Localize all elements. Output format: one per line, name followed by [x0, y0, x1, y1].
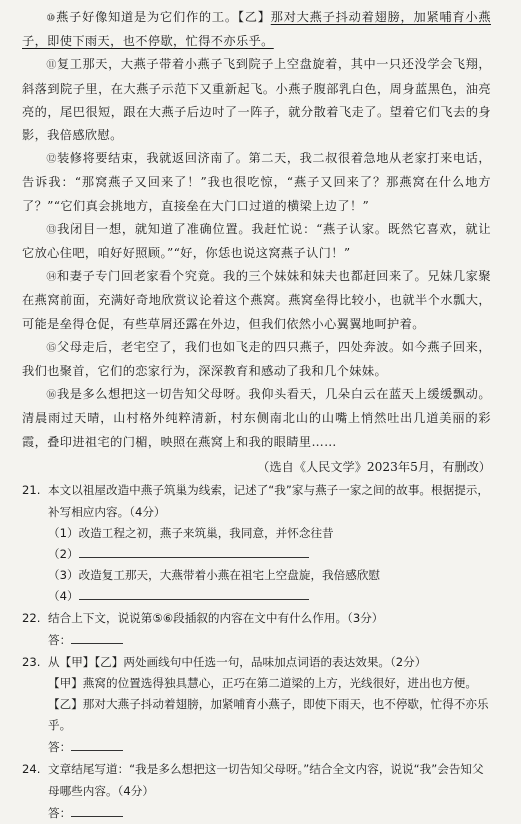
question-text: 结合上下文，说说第⑤⑥段插叙的内容在文中有什么作用。（3分）: [48, 610, 384, 625]
answer-blank[interactable]: [71, 803, 123, 817]
q21-item-2: [22, 544, 491, 565]
answer-blank[interactable]: [79, 544, 309, 558]
item-label: （2）: [48, 546, 79, 561]
q23-answer: [22, 736, 491, 758]
q23-option-yi: 【乙】那对大燕子抖动着翅膀，加紧哺育小燕子，即使下雨天，也不停歇，忙得不亦乐乎。: [48, 696, 489, 732]
mark-yi: 【乙】: [237, 10, 271, 24]
paragraph-15: [22, 336, 491, 383]
source-citation: （选自《人民文学》2023年5月，有删改）: [257, 459, 491, 474]
paragraph-number: ⑫: [46, 154, 57, 166]
paragraph-text: 装修将要结束，我就返回济南了。第二天，我二叔很着急地从老家打来电话，告诉我：“那窝燕子又回来了！”我也很吃惊，“燕子又回来了？那燕窝在什么地方了？”“它们真会挑地方，直接垒在大门口过道的横梁上边了！”: [22, 151, 491, 213]
answer-blank[interactable]: [79, 586, 309, 600]
question-22: [22, 607, 491, 629]
paragraph-text: 和妻子专门回老家看个究竟。我的三个妹妹和妹夫也都赶回来了。兄妹几家聚在燕窝前面，充满好奇地欣赏议论着这个燕窝。燕窝垒得比较小，也就半个水瓢大，可能是垒得仓促，有些草屑还露在外边，但我们依然小心翼翼地呵护着。: [22, 269, 491, 331]
answer-blank[interactable]: [71, 737, 123, 751]
question-number: 24.: [22, 761, 41, 776]
question-text: 本文以祖屋改造中燕子筑巢为线索，记述了“我”家与燕子一家之间的故事。根据提示，补写相应内容。（4分）: [48, 482, 489, 519]
paragraph-12: [22, 147, 491, 218]
paragraph-16: [22, 383, 491, 454]
question-number: 22.: [22, 610, 41, 625]
paragraph-10: [22, 6, 491, 53]
q21-item-4: [22, 586, 491, 607]
item-label: （4）: [48, 588, 79, 603]
question-21: [22, 479, 491, 523]
question-number: 21.: [22, 482, 41, 497]
paragraph-14: [22, 265, 491, 336]
question-text: 从【甲】【乙】两处画线句中任选一句，品味加点词语的表达效果。（2分）: [48, 654, 427, 669]
paragraph-11: [22, 53, 491, 147]
q24-answer: [22, 802, 491, 824]
question-text: 文章结尾写道：“我是多么想把这一切告知父母呀。”结合全文内容，说说“我”会告知父母哪些内容。（4分）: [48, 761, 484, 798]
paragraph-text: 复工那天，大燕子带着小燕子飞到院子上空盘旋着，其中一只还没学会飞翔，斜落到院子里，在大燕子示范下又重新起飞。小燕子腹部乳白色，周身蓝黑色，油亮亮的，尾巴很短，跟在大燕子后边吋了一阵子，就分散着飞走了。望着它们飞去的身影，我倍感欣慰。: [22, 57, 491, 143]
paragraph-number: ⑭: [46, 272, 57, 284]
paragraph-number: ⑪: [46, 60, 57, 72]
paragraph-number: ⑯: [46, 390, 57, 402]
paragraph-text: 燕子好像知道是为它们作的工。: [56, 10, 238, 24]
paragraph-text: 我是多么想把这一切告知父母呀。我仰头看天，几朵白云在蓝天上缓缓飘动。清晨雨过天晴，山村格外纯粹清新，村东侧南北山的山嘴上悄然吐出几道美丽的彩霞，叠印进祖宅的门楣，映照在燕窝上和我的眼睛里……: [22, 387, 491, 449]
paragraph-number: ⑮: [46, 342, 57, 354]
q21-item-1: （1）改造工程之初，燕子来筑巢，我同意，并怀念往昔: [48, 525, 334, 540]
paragraph-number: ⑩: [46, 13, 57, 24]
q22-answer: [22, 629, 491, 651]
q21-item-3: （3）改造复工那天，大燕带着小燕在祖宅上空盘旋，我倍感欣慰: [48, 567, 381, 582]
question-24: [22, 758, 491, 802]
answer-blank[interactable]: [71, 630, 123, 644]
answer-label: 答：: [48, 739, 72, 754]
paragraph-13: [22, 218, 491, 265]
answer-label: 答：: [48, 805, 72, 820]
underlined-sentence-yi: 那对大燕子抖动着翅膀，加紧哺育小燕子，即使下雨天，也不停歇，忙得不亦乐乎。: [22, 10, 491, 49]
question-23: [22, 651, 491, 673]
q23-option-jia: 【甲】燕窝的位置选得独具慧心，正巧在第二道梁的上方，光线很好，进出也方便。: [48, 675, 477, 690]
paragraph-number: ⑬: [46, 224, 58, 236]
answer-label: 答：: [48, 632, 72, 647]
question-number: 23.: [22, 654, 41, 669]
paragraph-text: 我闭目一想，就知道了准确位置。我赶忙说：“燕子认家。既然它喜欢，就让它放心住吧，咱好好照顾。”“好，你恁也说这窝燕子认门！”: [22, 221, 491, 261]
paragraph-text: 父母走后，老宅空了，我们也如飞走的四只燕子，四处奔波。如今燕子回来，我们也聚首，它们的恋家行为，深深教育和感动了我和几个妹妹。: [22, 339, 491, 379]
